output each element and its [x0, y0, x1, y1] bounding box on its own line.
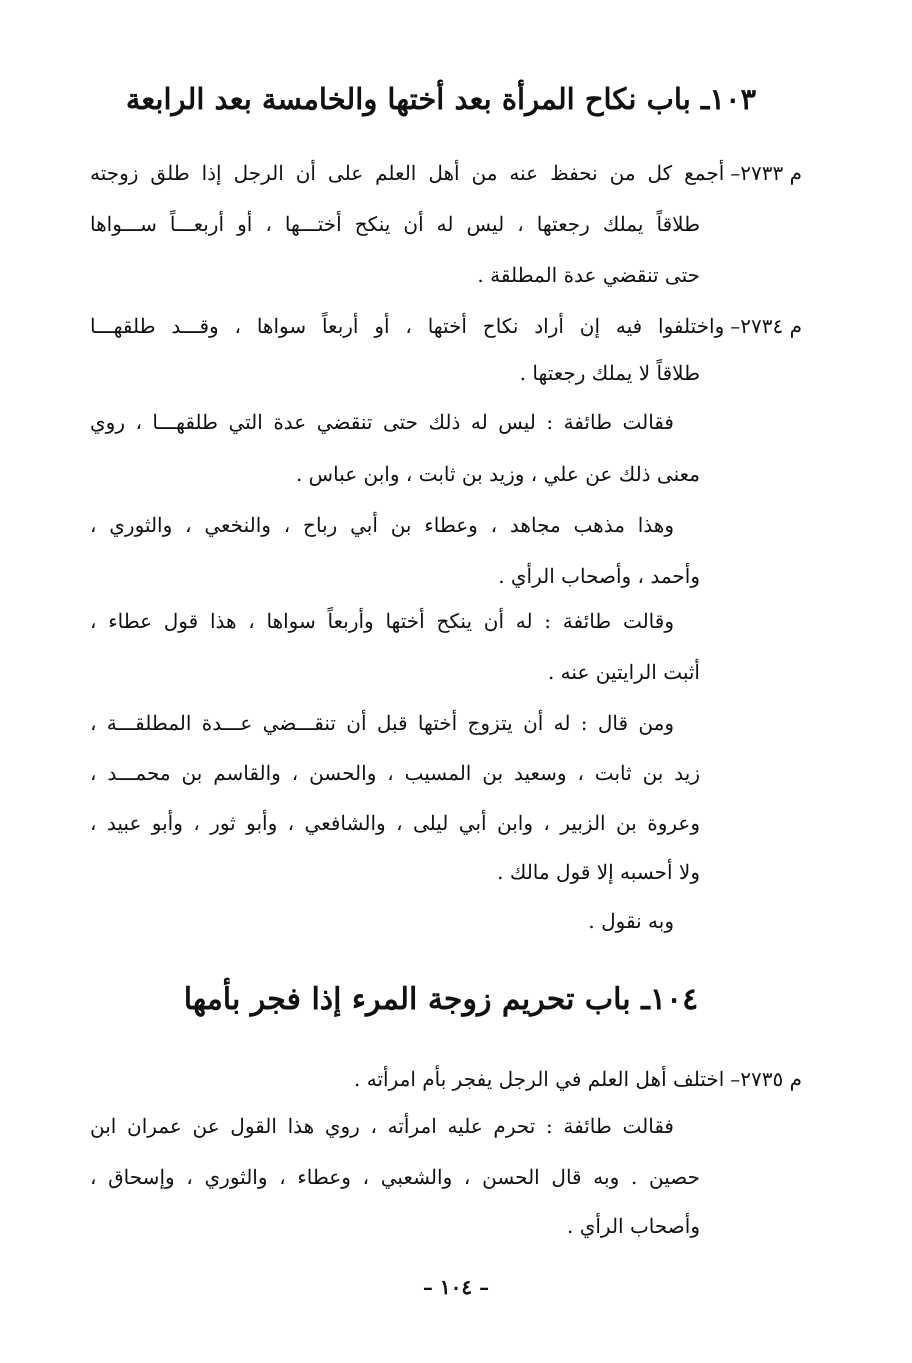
paragraph-1-line-2: معنى ذلك عن علي ، وزيد بن ثابت ، وابن عباس .	[295, 462, 700, 486]
paragraph-4-line-3: وعروة بن الزبير ، وابن أبي ليلى ، والشافعي ، وأبو ثور ، وأبو عبيد ،	[90, 811, 700, 835]
entry-2734-line-2: طلاقاً لا يملك رجعتها .	[519, 361, 700, 385]
entry-2733-line-1	[90, 158, 802, 188]
paragraph-3-line-1: وقالت طائفة : له أن ينكح أختها وأربعاً سواها ، هذا قول عطاء ،	[90, 609, 674, 633]
entry-2735-text-1: اختلف أهل العلم في الرجل يفجر بأم امرأته .	[354, 1067, 725, 1091]
entry-2733-number: م ٢٧٣٣–	[730, 161, 803, 185]
paragraph-6-line-1: فقالت طائفة : تحرم عليه امرأته ، روي هذا القول عن عمران ابن	[90, 1114, 674, 1138]
entry-2733-text-1: أجمع كل من نحفظ عنه من أهل العلم على أن الرجل إذا طلق زوجته	[90, 161, 725, 185]
paragraph-4-line-2: زيد بن ثابت ، وسعيد بن المسيب ، والحسن ، والقاسم بن محمـــد ،	[90, 761, 700, 785]
paragraph-5-line-1: وبه نقول .	[588, 909, 674, 933]
paragraph-4-line-1: ومن قال : له أن يتزوج أختها قبل أن تنقـــضي عـــدة المطلقـــة ،	[90, 711, 674, 735]
paragraph-2-line-1: وهذا مذهب مجاهد ، وعطاء بن أبي رباح ، والنخعي ، والثوري ،	[90, 513, 674, 537]
paragraph-3-line-2: أثبت الرايتين عنه .	[547, 660, 700, 684]
entry-2734-number: م ٢٧٣٤–	[730, 314, 802, 338]
entry-2734-line-1	[90, 311, 802, 341]
entry-2734-text-1: واختلفوا فيه إن أراد نكاح أختها ، أو أربعاً سواها ، وقـــد طلقهـــا	[90, 314, 725, 338]
entry-2733-line-3: حتى تنقضي عدة المطلقة .	[477, 263, 700, 287]
paragraph-6-line-3: وأصحاب الرأي .	[567, 1214, 700, 1238]
paragraph-6-line-2: حصين . وبه قال الحسن ، والشعبي ، وعطاء ، والثوري ، وإسحاق ،	[90, 1165, 700, 1189]
paragraph-4-line-4: ولا أحسبه إلا قول مالك .	[497, 860, 700, 884]
paragraph-1-line-1: فقالت طائفة : ليس له ذلك حتى تنقضي عدة التي طلقهـــا ، روي	[90, 410, 674, 434]
chapter-103-heading: ١٠٣ـ باب نكاح المرأة بعد أختها والخامسة بعد الرابعة	[125, 82, 757, 116]
paragraph-2-line-2: وأحمد ، وأصحاب الرأي .	[498, 564, 700, 588]
entry-2735-line-1	[354, 1064, 802, 1094]
entry-2733-line-2: طلاقاً يملك رجعتها ، ليس له أن ينكح أختـــها ، أو أربعـــاً ســـواها	[90, 212, 700, 236]
page-number: – ١٠٤ –	[422, 1275, 490, 1299]
entry-2735-number: م ٢٧٣٥–	[730, 1067, 802, 1091]
chapter-104-heading: ١٠٤ـ باب تحريم زوجة المرء إذا فجر بأمها	[183, 982, 699, 1017]
